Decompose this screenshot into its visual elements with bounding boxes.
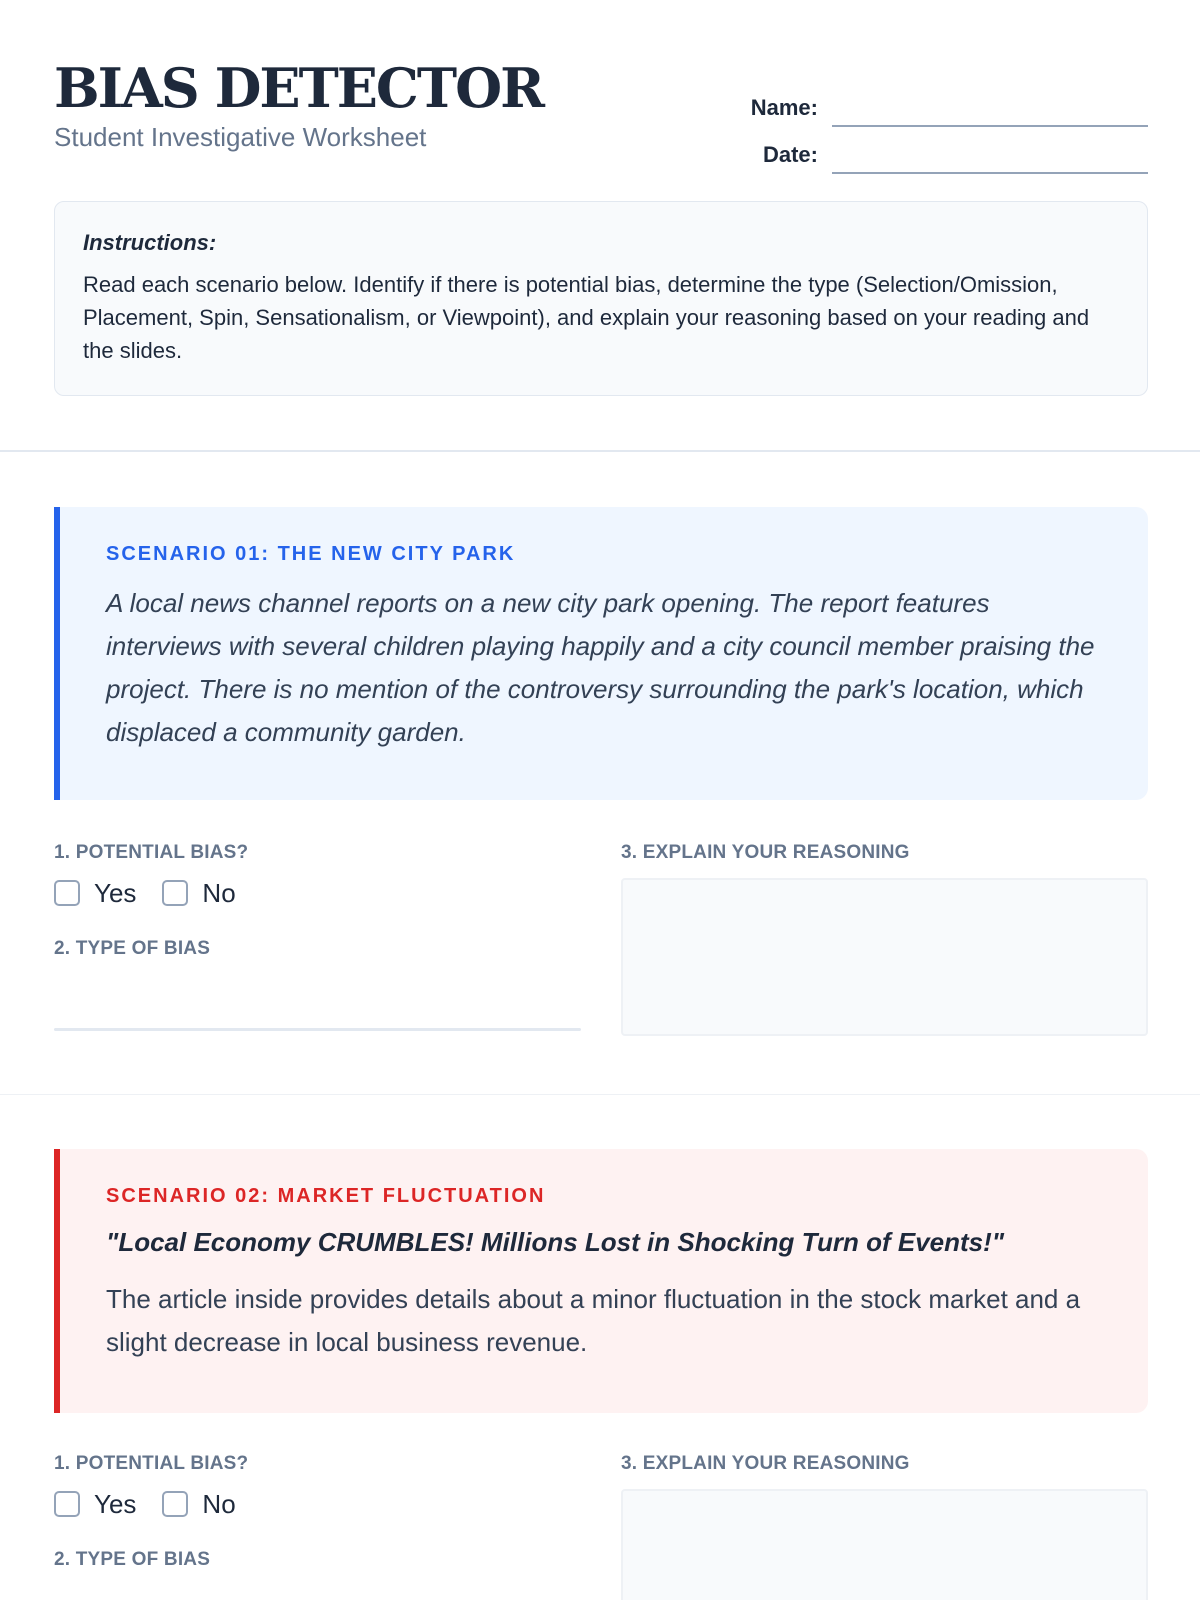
scenario-02-left-column — [54, 1453, 581, 1570]
scenario-02-q3-label: 3. EXPLAIN YOUR REASONING — [621, 1453, 910, 1474]
page-title: BIAS DETECTOR — [54, 56, 544, 120]
scenario-02-q2-label: 2. TYPE OF BIAS — [54, 1549, 211, 1570]
scenario-01-q1-label: 1. POTENTIAL BIAS? — [54, 842, 249, 863]
scenario-01-yes-option[interactable] — [54, 878, 136, 909]
scenario-02-no-option[interactable] — [162, 1489, 235, 1520]
scenario-01-q3-label: 3. EXPLAIN YOUR REASONING — [621, 842, 910, 863]
section-divider — [0, 450, 1200, 452]
scenario-01-right-column — [621, 842, 1148, 1036]
scenario-02-headline: "Local Economy CRUMBLES! Millions Lost in Shocking Turn of Events!" — [106, 1227, 1005, 1257]
scenario-01-text: A local news channel reports on a new city park opening. The report features interviews with several children playing happily and a city council member praising the project. There is no mention of the controversy surrounding the park's location, which displaced a community garden. — [106, 588, 1095, 747]
scenario-02-card — [54, 1149, 1148, 1413]
scenario-02-no-label: No — [202, 1488, 236, 1519]
scenario-01-q2-label: 2. TYPE OF BIAS — [54, 938, 211, 959]
scenario-02-yes-label: Yes — [94, 1488, 137, 1519]
page-subtitle: Student Investigative Worksheet — [54, 122, 427, 152]
scenario-02-yes-checkbox[interactable] — [54, 1491, 80, 1517]
scenario-01-bias-options — [54, 878, 581, 908]
name-row — [728, 80, 1148, 127]
name-label: Name: — [750, 95, 818, 120]
scenario-02-reasoning-field[interactable] — [621, 1489, 1148, 1600]
scenario-02-right-column — [621, 1453, 1148, 1600]
name-field[interactable] — [832, 97, 1148, 127]
date-label: Date: — [762, 142, 818, 167]
scenario-02-bias-options — [54, 1489, 581, 1519]
worksheet-header — [54, 56, 1148, 166]
scenario-01-reasoning-field[interactable] — [621, 878, 1148, 1036]
student-fields — [728, 80, 1148, 174]
scenario-02-text: The article inside provides details about a minor fluctuation in the stock market and a slight decrease in local business revenue. — [106, 1284, 1081, 1357]
scenario-01-no-checkbox[interactable] — [162, 880, 188, 906]
scenario-01-yes-checkbox[interactable] — [54, 880, 80, 906]
scenario-02-q1-label: 1. POTENTIAL BIAS? — [54, 1453, 249, 1474]
date-row — [728, 127, 1148, 174]
scenario-01-type-field[interactable] — [54, 1028, 581, 1031]
instructions-heading: Instructions: — [83, 230, 217, 255]
scenario-01-left-column — [54, 842, 581, 959]
scenario-01-card — [54, 507, 1148, 800]
instructions-body: Read each scenario below. Identify if there is potential bias, determine the type (Selection/Omission, Placement, Spin, Sensationalism, or Viewpoint), and explain your reasoning based on your reading and the slides. — [83, 272, 1090, 363]
scenario-02-no-checkbox[interactable] — [162, 1491, 188, 1517]
scenario-01-yes-label: Yes — [94, 877, 137, 908]
date-field[interactable] — [832, 144, 1148, 174]
scenario-01-no-label: No — [202, 877, 236, 908]
scenario-02-answers — [54, 1453, 1148, 1600]
scenario-02-label: SCENARIO 02: MARKET FLUCTUATION — [106, 1185, 546, 1207]
instructions-panel — [54, 201, 1148, 396]
scenario-01-label: SCENARIO 01: THE NEW CITY PARK — [106, 543, 516, 565]
scenario-01-no-option[interactable] — [162, 878, 235, 909]
section-divider — [0, 1094, 1200, 1095]
scenario-01-answers — [54, 842, 1148, 1032]
scenario-02-yes-option[interactable] — [54, 1489, 136, 1520]
